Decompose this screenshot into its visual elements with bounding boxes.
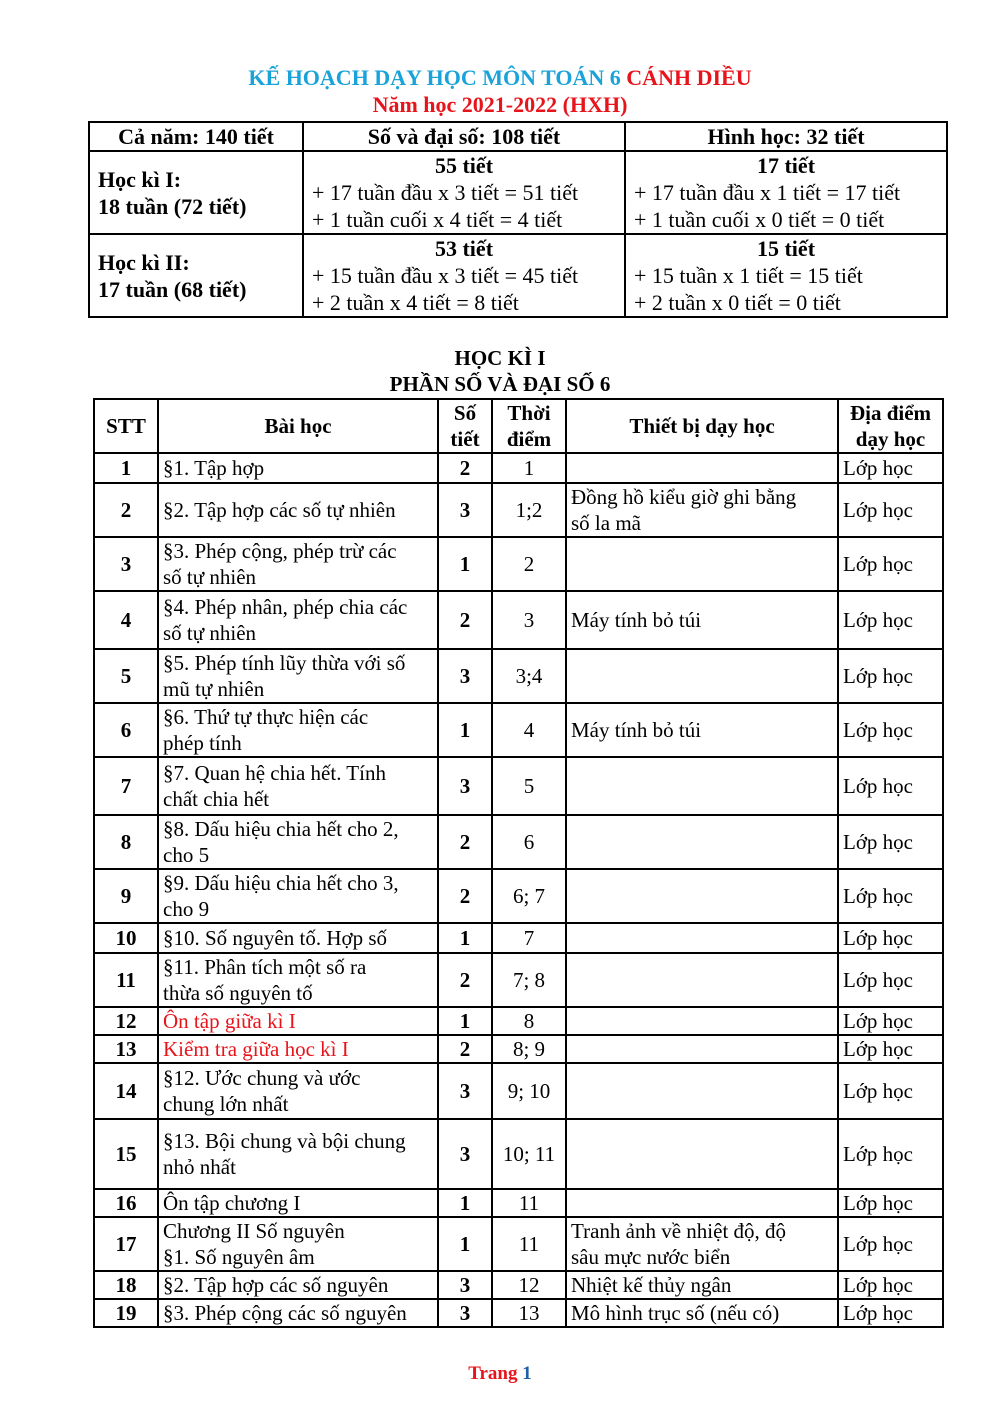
table-row bbox=[94, 1119, 943, 1189]
algebra-cell bbox=[303, 234, 625, 317]
header-time bbox=[492, 399, 566, 453]
cell-stt: 19 bbox=[94, 1299, 158, 1327]
equipment-line: Nhiệt kế thủy ngân bbox=[571, 1273, 732, 1297]
cell-hours: 2 bbox=[438, 953, 492, 1007]
header-hours-line: Số bbox=[453, 401, 477, 425]
cell-time: 12 bbox=[492, 1271, 566, 1299]
cell-stt: 8 bbox=[94, 815, 158, 869]
lesson-line: §11. Phân tích một số ra bbox=[163, 955, 367, 979]
header-time-line: Thời bbox=[507, 401, 551, 425]
lesson-table-body bbox=[94, 453, 943, 1327]
cell-equipment bbox=[566, 537, 838, 591]
cell-place: Lớp học bbox=[838, 537, 943, 591]
title-school-year: Năm học 2021-2022 (HXH) bbox=[372, 92, 628, 117]
algebra-cell bbox=[303, 151, 625, 234]
lesson-line: §2. Tập hợp các số tự nhiên bbox=[163, 498, 396, 522]
cell-hours: 3 bbox=[438, 649, 492, 703]
cell-lesson bbox=[158, 1035, 438, 1063]
cell-hours: 3 bbox=[438, 1119, 492, 1189]
cell-place: Lớp học bbox=[838, 869, 943, 923]
cell-equipment bbox=[566, 815, 838, 869]
lesson-line: §10. Số nguyên tố. Hợp số bbox=[163, 926, 388, 950]
cell-equipment bbox=[566, 1063, 838, 1119]
cell-hours: 1 bbox=[438, 923, 492, 953]
table-row bbox=[94, 703, 943, 757]
cell-stt: 14 bbox=[94, 1063, 158, 1119]
table-row bbox=[94, 483, 943, 537]
lesson-line: cho 5 bbox=[163, 843, 210, 867]
lesson-line: §1. Số nguyên âm bbox=[163, 1245, 315, 1269]
cell-stt: 13 bbox=[94, 1035, 158, 1063]
cell-time: 6; 7 bbox=[492, 869, 566, 923]
cell-hours: 3 bbox=[438, 1271, 492, 1299]
cell-time: 4 bbox=[492, 703, 566, 757]
lesson-line: cho 9 bbox=[163, 897, 210, 921]
table-row bbox=[94, 1035, 943, 1063]
table-row bbox=[94, 1299, 943, 1327]
title-main: KẾ HOẠCH DẠY HỌC MÔN TOÁN 6 bbox=[248, 65, 621, 90]
footer-page-number: 1 bbox=[522, 1363, 532, 1384]
lesson-line: số tự nhiên bbox=[163, 565, 257, 589]
cell-stt: 12 bbox=[94, 1007, 158, 1035]
cell-hours: 1 bbox=[438, 537, 492, 591]
lesson-line: chung lớn nhất bbox=[163, 1092, 289, 1116]
cell-time: 7 bbox=[492, 923, 566, 953]
table-row bbox=[94, 757, 943, 815]
cell-lesson bbox=[158, 869, 438, 923]
equipment-line: Máy tính bỏ túi bbox=[571, 608, 702, 632]
cell-lesson bbox=[158, 537, 438, 591]
cell-time: 1 bbox=[492, 453, 566, 483]
geometry-line: + 17 tuần đầu x 1 tiết = 17 tiết bbox=[634, 180, 901, 205]
summary-header-year: Cả năm: 140 tiết bbox=[89, 122, 303, 151]
cell-place: Lớp học bbox=[838, 923, 943, 953]
cell-place: Lớp học bbox=[838, 703, 943, 757]
cell-lesson bbox=[158, 1063, 438, 1119]
cell-equipment bbox=[566, 453, 838, 483]
cell-time: 9; 10 bbox=[492, 1063, 566, 1119]
table-row bbox=[94, 649, 943, 703]
geometry-line: + 1 tuần cuối x 0 tiết = 0 tiết bbox=[634, 207, 885, 232]
cell-lesson bbox=[158, 1189, 438, 1217]
cell-equipment bbox=[566, 1271, 838, 1299]
cell-lesson bbox=[158, 483, 438, 537]
cell-lesson bbox=[158, 649, 438, 703]
cell-place: Lớp học bbox=[838, 483, 943, 537]
cell-hours: 3 bbox=[438, 483, 492, 537]
cell-hours: 1 bbox=[438, 703, 492, 757]
cell-place: Lớp học bbox=[838, 1299, 943, 1327]
lesson-line: §9. Dấu hiệu chia hết cho 3, bbox=[163, 871, 399, 895]
cell-place: Lớp học bbox=[838, 591, 943, 649]
cell-place: Lớp học bbox=[838, 1007, 943, 1035]
cell-lesson bbox=[158, 1217, 438, 1271]
lesson-line: §5. Phép tính lũy thừa với số bbox=[163, 651, 406, 675]
cell-time: 6 bbox=[492, 815, 566, 869]
table-row bbox=[94, 869, 943, 923]
cell-place: Lớp học bbox=[838, 953, 943, 1007]
table-row bbox=[94, 923, 943, 953]
cell-equipment bbox=[566, 1119, 838, 1189]
cell-equipment bbox=[566, 757, 838, 815]
cell-lesson bbox=[158, 703, 438, 757]
equipment-line: Tranh ảnh về nhiệt độ, độ bbox=[571, 1219, 787, 1243]
cell-stt: 16 bbox=[94, 1189, 158, 1217]
cell-time: 13 bbox=[492, 1299, 566, 1327]
semester-name: Học kì II: bbox=[98, 249, 190, 275]
table-row bbox=[94, 1007, 943, 1035]
equipment-line: sâu mực nước biển bbox=[571, 1245, 731, 1269]
lesson-table-header bbox=[94, 399, 943, 453]
cell-hours: 2 bbox=[438, 1035, 492, 1063]
header-equipment: Thiết bị dạy học bbox=[566, 399, 838, 453]
section-semester-title: HỌC KÌ I bbox=[454, 346, 546, 370]
cell-stt: 4 bbox=[94, 591, 158, 649]
cell-place: Lớp học bbox=[838, 1217, 943, 1271]
cell-place: Lớp học bbox=[838, 453, 943, 483]
algebra-total: 53 tiết bbox=[434, 236, 494, 261]
cell-equipment bbox=[566, 953, 838, 1007]
title-line bbox=[0, 64, 1000, 92]
cell-equipment bbox=[566, 483, 838, 537]
algebra-line: + 17 tuần đầu x 3 tiết = 51 tiết bbox=[312, 180, 579, 205]
table-row bbox=[94, 1063, 943, 1119]
header-lesson: Bài học bbox=[158, 399, 438, 453]
header-hours bbox=[438, 399, 492, 453]
cell-place: Lớp học bbox=[838, 815, 943, 869]
cell-hours: 2 bbox=[438, 591, 492, 649]
cell-stt: 11 bbox=[94, 953, 158, 1007]
lesson-line: Ôn tập giữa kì I bbox=[163, 1009, 296, 1033]
lesson-line: §6. Thứ tự thực hiện các bbox=[163, 705, 369, 729]
lesson-line: §4. Phép nhân, phép chia các bbox=[163, 595, 408, 619]
summary-table bbox=[88, 121, 948, 318]
page-footer bbox=[0, 1363, 1000, 1385]
cell-stt: 2 bbox=[94, 483, 158, 537]
lesson-line: thừa số nguyên tố bbox=[163, 981, 313, 1005]
table-row bbox=[94, 1189, 943, 1217]
lesson-line: §3. Phép cộng các số nguyên bbox=[163, 1301, 407, 1325]
cell-time: 2 bbox=[492, 537, 566, 591]
summary-header-algebra: Số và đại số: 108 tiết bbox=[303, 122, 625, 151]
cell-hours: 1 bbox=[438, 1189, 492, 1217]
geometry-line: + 15 tuần x 1 tiết = 15 tiết bbox=[634, 263, 863, 288]
semester-label bbox=[89, 151, 303, 234]
algebra-line: + 1 tuần cuối x 4 tiết = 4 tiết bbox=[312, 207, 563, 232]
semester-duration: 17 tuần (68 tiết) bbox=[98, 276, 247, 302]
cell-equipment bbox=[566, 869, 838, 923]
cell-time: 1;2 bbox=[492, 483, 566, 537]
cell-place: Lớp học bbox=[838, 1189, 943, 1217]
equipment-line: Đồng hồ kiểu giờ ghi bằng bbox=[571, 485, 797, 509]
lesson-line: Chương II Số nguyên bbox=[163, 1219, 345, 1243]
semester-label bbox=[89, 234, 303, 317]
header-place bbox=[838, 399, 943, 453]
table-row bbox=[94, 1217, 943, 1271]
summary-row-semester-2 bbox=[89, 234, 947, 317]
lesson-line: §12. Ước chung và ước bbox=[163, 1066, 361, 1090]
table-row bbox=[94, 953, 943, 1007]
cell-lesson bbox=[158, 591, 438, 649]
geometry-cell bbox=[625, 234, 947, 317]
algebra-line: + 2 tuần x 4 tiết = 8 tiết bbox=[312, 290, 519, 315]
cell-equipment bbox=[566, 649, 838, 703]
cell-place: Lớp học bbox=[838, 1035, 943, 1063]
cell-lesson bbox=[158, 1119, 438, 1189]
cell-lesson bbox=[158, 815, 438, 869]
lesson-line: Ôn tập chương I bbox=[163, 1191, 301, 1215]
cell-equipment bbox=[566, 1035, 838, 1063]
cell-hours: 3 bbox=[438, 757, 492, 815]
table-row bbox=[94, 537, 943, 591]
semester-name: Học kì I: bbox=[98, 166, 182, 192]
cell-stt: 17 bbox=[94, 1217, 158, 1271]
cell-stt: 10 bbox=[94, 923, 158, 953]
geometry-total: 17 tiết bbox=[756, 153, 816, 178]
cell-lesson bbox=[158, 1007, 438, 1035]
title-series: CÁNH DIỀU bbox=[626, 65, 752, 90]
cell-stt: 15 bbox=[94, 1119, 158, 1189]
cell-stt: 1 bbox=[94, 453, 158, 483]
lesson-line: §13. Bội chung và bội chung bbox=[163, 1129, 406, 1153]
header-place-line: dạy học bbox=[855, 427, 926, 451]
equipment-line: Máy tính bỏ túi bbox=[571, 718, 702, 742]
cell-place: Lớp học bbox=[838, 757, 943, 815]
cell-time: 3 bbox=[492, 591, 566, 649]
lesson-line: §3. Phép cộng, phép trừ các bbox=[163, 539, 397, 563]
equipment-line: Mô hình trục số (nếu có) bbox=[571, 1301, 780, 1325]
cell-time: 3;4 bbox=[492, 649, 566, 703]
cell-stt: 9 bbox=[94, 869, 158, 923]
lesson-line: §1. Tập hợp bbox=[163, 456, 265, 480]
cell-stt: 6 bbox=[94, 703, 158, 757]
cell-time: 8 bbox=[492, 1007, 566, 1035]
geometry-line: + 2 tuần x 0 tiết = 0 tiết bbox=[634, 290, 841, 315]
cell-place: Lớp học bbox=[838, 1119, 943, 1189]
summary-row-semester-1 bbox=[89, 151, 947, 234]
header-stt: STT bbox=[94, 399, 158, 453]
cell-time: 11 bbox=[492, 1217, 566, 1271]
lesson-line: số tự nhiên bbox=[163, 621, 257, 645]
table-row bbox=[94, 1271, 943, 1299]
document-title bbox=[0, 64, 1000, 118]
lesson-line: §2. Tập hợp các số nguyên bbox=[163, 1273, 389, 1297]
lesson-plan-table bbox=[93, 398, 944, 1328]
algebra-total: 55 tiết bbox=[434, 153, 494, 178]
header-time-line: điểm bbox=[506, 427, 552, 451]
header-hours-line: tiết bbox=[450, 427, 480, 451]
cell-equipment bbox=[566, 591, 838, 649]
header-place-line: Địa điểm bbox=[849, 401, 932, 425]
cell-hours: 1 bbox=[438, 1007, 492, 1035]
cell-lesson bbox=[158, 953, 438, 1007]
cell-hours: 2 bbox=[438, 869, 492, 923]
cell-stt: 3 bbox=[94, 537, 158, 591]
cell-stt: 18 bbox=[94, 1271, 158, 1299]
cell-equipment bbox=[566, 923, 838, 953]
table-row bbox=[94, 815, 943, 869]
cell-equipment bbox=[566, 1299, 838, 1327]
cell-equipment bbox=[566, 703, 838, 757]
cell-lesson bbox=[158, 1299, 438, 1327]
cell-equipment bbox=[566, 1217, 838, 1271]
cell-time: 11 bbox=[492, 1189, 566, 1217]
table-row bbox=[94, 453, 943, 483]
algebra-line: + 15 tuần đầu x 3 tiết = 45 tiết bbox=[312, 263, 579, 288]
cell-equipment bbox=[566, 1007, 838, 1035]
cell-place: Lớp học bbox=[838, 649, 943, 703]
table-row bbox=[94, 591, 943, 649]
cell-place: Lớp học bbox=[838, 1271, 943, 1299]
cell-stt: 5 bbox=[94, 649, 158, 703]
lesson-line: Kiểm tra giữa học kì I bbox=[163, 1037, 349, 1061]
semester-duration: 18 tuần (72 tiết) bbox=[98, 193, 247, 219]
lesson-line: chất chia hết bbox=[163, 787, 270, 811]
lesson-line: phép tính bbox=[163, 731, 242, 755]
geometry-total: 15 tiết bbox=[756, 236, 816, 261]
cell-time: 8; 9 bbox=[492, 1035, 566, 1063]
equipment-line: số la mã bbox=[571, 511, 641, 535]
cell-hours: 2 bbox=[438, 815, 492, 869]
lesson-line: nhỏ nhất bbox=[163, 1155, 236, 1179]
cell-time: 10; 11 bbox=[492, 1119, 566, 1189]
cell-time: 7; 8 bbox=[492, 953, 566, 1007]
cell-stt: 7 bbox=[94, 757, 158, 815]
cell-hours: 1 bbox=[438, 1217, 492, 1271]
summary-header-row bbox=[89, 122, 947, 151]
cell-lesson bbox=[158, 757, 438, 815]
lesson-line: §7. Quan hệ chia hết. Tính bbox=[163, 761, 386, 785]
cell-hours: 3 bbox=[438, 1299, 492, 1327]
lesson-line: §8. Dấu hiệu chia hết cho 2, bbox=[163, 817, 399, 841]
cell-lesson bbox=[158, 1271, 438, 1299]
summary-header-geometry: Hình học: 32 tiết bbox=[625, 122, 947, 151]
cell-lesson bbox=[158, 923, 438, 953]
footer-page-word: Trang bbox=[468, 1363, 518, 1384]
cell-place: Lớp học bbox=[838, 1063, 943, 1119]
cell-hours: 2 bbox=[438, 453, 492, 483]
cell-lesson bbox=[158, 453, 438, 483]
lesson-line: mũ tự nhiên bbox=[163, 677, 265, 701]
cell-equipment bbox=[566, 1189, 838, 1217]
cell-hours: 3 bbox=[438, 1063, 492, 1119]
cell-time: 5 bbox=[492, 757, 566, 815]
geometry-cell bbox=[625, 151, 947, 234]
section-part-title: PHẦN SỐ VÀ ĐẠI SỐ 6 bbox=[389, 372, 611, 396]
